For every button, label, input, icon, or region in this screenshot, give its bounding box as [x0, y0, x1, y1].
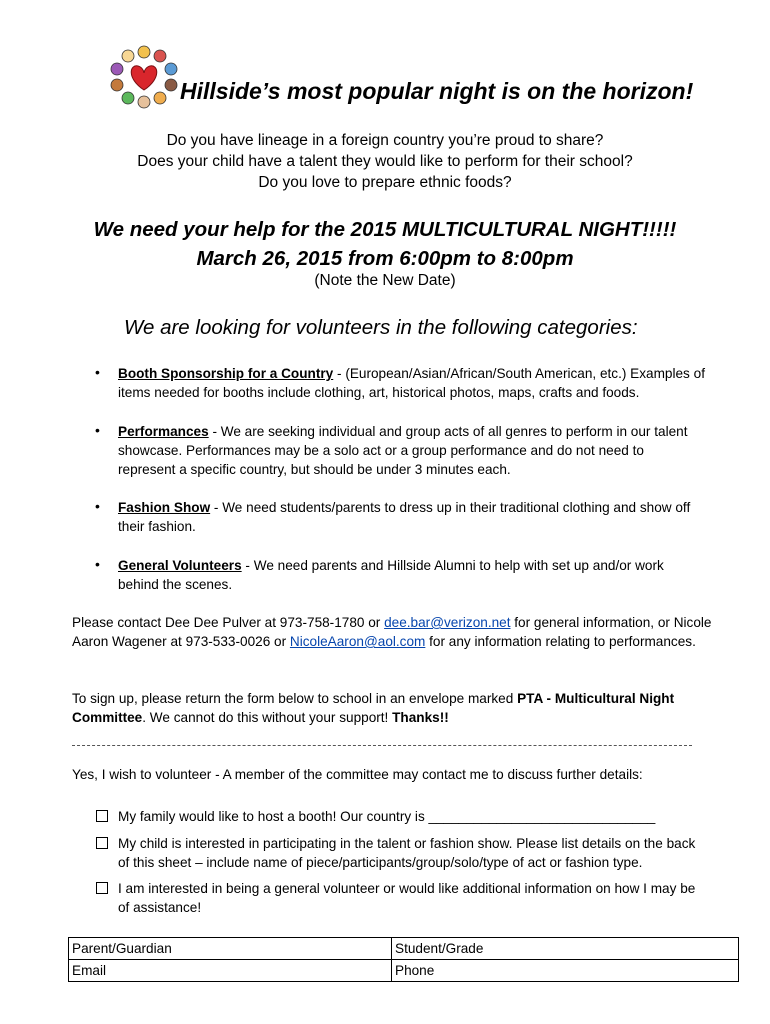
bullet-icon: •: [95, 498, 100, 514]
option-label: I am interested in being a general volunteer or would like additional information on how I may be of assistance!: [118, 881, 696, 915]
email-link-dee-dee[interactable]: dee.bar@verizon.net: [384, 615, 511, 630]
event-headline: We need your help for the 2015 MULTICULTURAL NIGHT!!!!!: [93, 218, 677, 241]
volunteer-heading: We are looking for volunteers in the following categories:: [124, 316, 638, 339]
checkbox[interactable]: [96, 882, 108, 894]
intro-line: Does your child have a talent they would like to perform for their school?: [137, 153, 633, 170]
signup-paragraph: [72, 689, 712, 727]
event-announcement: [0, 215, 770, 273]
student-grade-field[interactable]: Student/Grade: [392, 938, 739, 960]
option-label: My family would like to host a booth! Our country is ______________________________: [118, 809, 656, 824]
intro-questions: [0, 130, 770, 193]
thanks-text: Thanks!!: [392, 710, 449, 725]
page-title: Hillside’s most popular night is on the horizon!: [180, 78, 694, 104]
email-link-nicole[interactable]: NicoleAaron@aol.com: [289, 634, 426, 649]
contact-text: for any information relating to performances.: [425, 634, 696, 649]
phone-field[interactable]: Phone: [392, 960, 739, 982]
category-performances: [95, 422, 705, 479]
bullet-icon: •: [95, 364, 100, 380]
category-booth-sponsorship: [95, 364, 705, 402]
category-fashion-show: [95, 498, 705, 536]
intro-line: Do you love to prepare ethnic foods?: [258, 174, 512, 191]
option-host-booth[interactable]: [96, 807, 708, 826]
signup-text: To sign up, please return the form below to school in an envelope marked: [72, 691, 518, 706]
contact-paragraph: [72, 613, 712, 651]
category-text: - We need parents and Hillside Alumni to help with set up and/or work behind the scenes.: [118, 558, 664, 592]
category-name: Booth Sponsorship for a Country: [118, 366, 334, 381]
category-name: Performances: [118, 424, 209, 439]
category-text: - (European/Asian/African/South American, etc.) Examples of items needed for booths include clothing, art, historical photos, maps, crafts and foods.: [118, 366, 705, 400]
event-note: (Note the New Date): [314, 272, 456, 289]
category-name: General Volunteers: [118, 558, 242, 573]
option-label: My child is interested in participating in the talent or fashion show. Please list details on the back of this sheet – include name of piece/participants/group/solo/type of act or fashion type.: [118, 836, 696, 870]
bullet-icon: •: [95, 422, 100, 438]
cut-line: [72, 745, 692, 746]
checkbox[interactable]: [96, 837, 108, 849]
option-talent-show[interactable]: [96, 834, 708, 872]
bullet-icon: •: [95, 556, 100, 572]
option-general-volunteer[interactable]: [96, 879, 708, 917]
contact-text: Please contact Dee Dee Pulver at 973-758-1780 or: [72, 615, 385, 630]
category-name: Fashion Show: [118, 500, 211, 515]
signup-text: . We cannot do this without your support!: [142, 710, 393, 725]
contact-text: for general information, or Nicole Aaron Wagener at 973-533-0026 or: [72, 615, 712, 649]
form-intro: Yes, I wish to volunteer - A member of the committee may contact me to discuss further details:: [72, 767, 643, 782]
category-general-volunteers: [95, 556, 705, 594]
category-text: - We need students/parents to dress up in their traditional clothing and show off their fashion.: [118, 500, 691, 534]
committee-name: PTA - Multicultural Night Committee: [72, 691, 675, 725]
checkbox[interactable]: [96, 810, 108, 822]
parent-guardian-field[interactable]: Parent/Guardian: [69, 938, 392, 960]
email-field[interactable]: Email: [69, 960, 392, 982]
multicultural-logo: [104, 44, 184, 110]
intro-line: Do you have lineage in a foreign country you’re proud to share?: [166, 132, 604, 149]
event-date: March 26, 2015 from 6:00pm to 8:00pm: [196, 247, 574, 270]
contact-info-table: [68, 937, 739, 982]
category-text: - We are seeking individual and group acts of all genres to perform in our talent showcase. Performances may be a solo act or a group performance and do not need to represent a specific country, but should be under 3 minutes each.: [118, 424, 688, 477]
